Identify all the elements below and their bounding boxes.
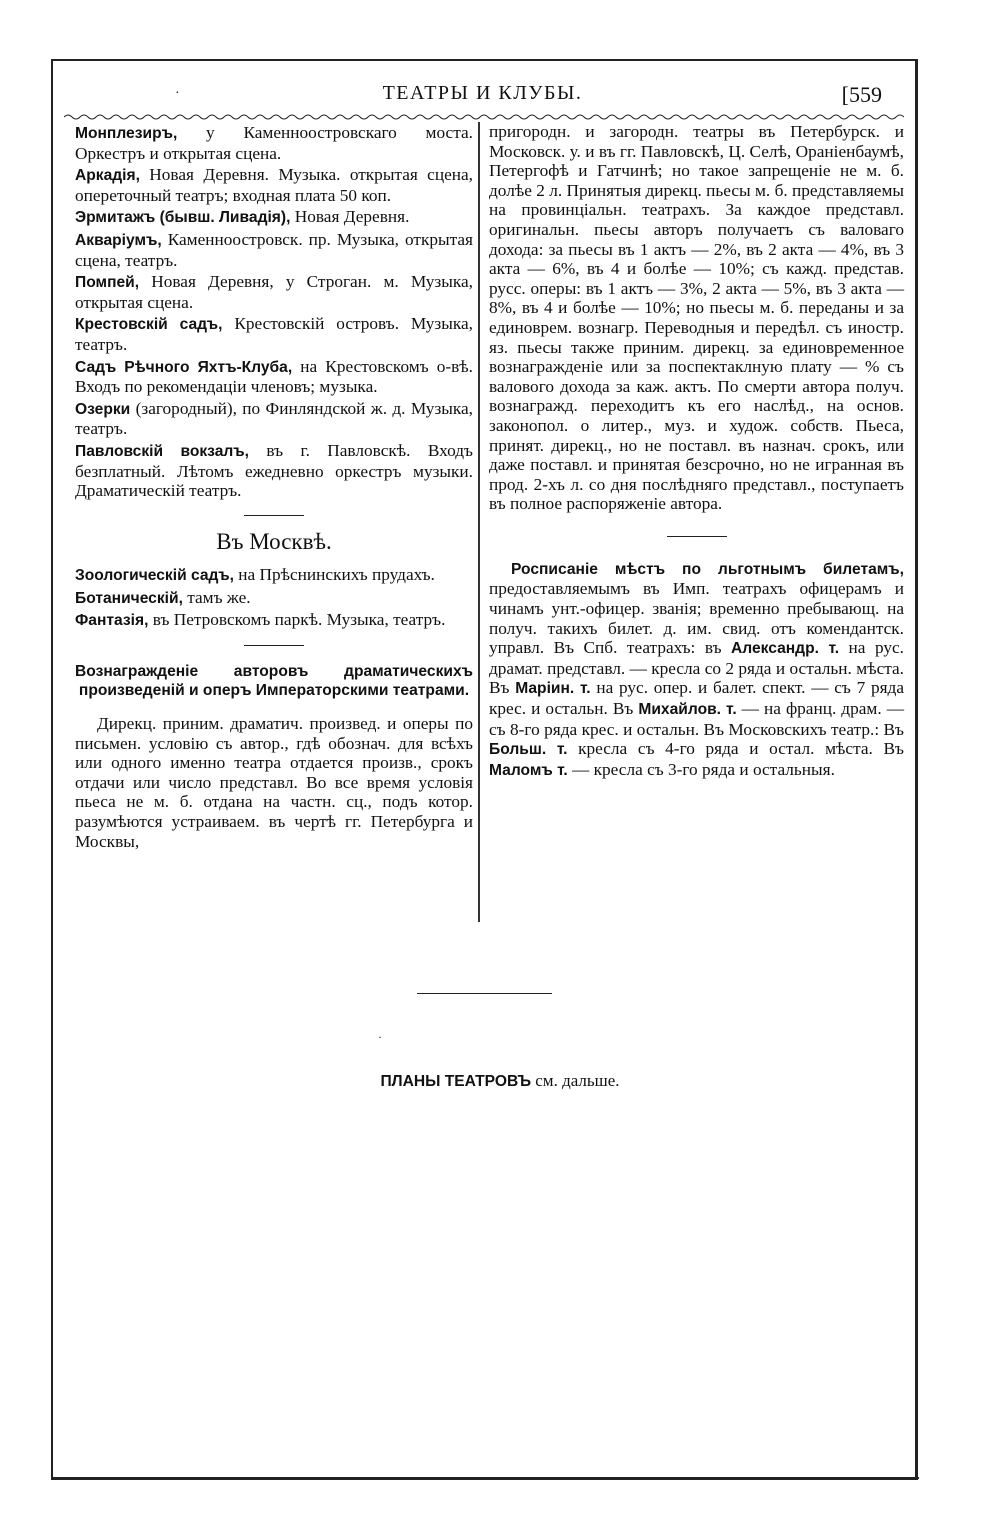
venue-description: Крестовскій островъ. Музыка, театръ. bbox=[75, 314, 473, 354]
venue-description: Новая Деревня. bbox=[290, 207, 410, 227]
venue-description: на Прѣснинскихъ прудахъ. bbox=[233, 565, 435, 585]
venue-description: въ г. Павловскѣ. Входъ безплатный. Лѣтомъ ежедневно оркестръ музыки. Драматическій театръ. bbox=[75, 440, 473, 501]
header-dot: · bbox=[175, 86, 180, 101]
listing-entry bbox=[75, 357, 473, 397]
listing-entry bbox=[75, 441, 473, 501]
venue-description: у Каменноостровскаго моста. Оркестръ и открытая сцена. bbox=[75, 123, 473, 163]
venue-name: Зоологическій садъ, bbox=[75, 567, 234, 585]
theatre-name: Маріин. т. bbox=[515, 680, 591, 698]
header-title: ТЕАТРЫ И КЛУБЫ. bbox=[382, 82, 583, 104]
separator bbox=[244, 515, 304, 516]
tickets-title: Росписаніе мѣстъ по льготнымъ билетамъ, bbox=[511, 560, 904, 578]
petersburg-list bbox=[75, 123, 473, 501]
venue-description: тамъ же. bbox=[182, 587, 251, 607]
venue-name: Крестовскій садъ, bbox=[75, 316, 223, 334]
running-header bbox=[75, 82, 890, 112]
theatre-name: Михайлов. т. bbox=[638, 701, 737, 719]
theatre-name: Маломъ т. bbox=[489, 761, 568, 779]
venue-description: въ Петровскомъ паркѣ. Музыка, театръ. bbox=[148, 610, 446, 630]
right-column bbox=[489, 122, 904, 780]
listing-entry bbox=[75, 610, 473, 631]
separator bbox=[244, 645, 304, 646]
listing-entry bbox=[75, 399, 473, 439]
venue-description: Новая Деревня, у Строган. м. Музыка, открытая сцена. bbox=[75, 272, 473, 312]
footer-text: см. дальше. bbox=[531, 1071, 620, 1090]
venue-name: Аркадія, bbox=[75, 167, 140, 185]
royalties-title: Вознагражденіе авторовъ драматическихъ произведеній и оперъ Императорскими театрами. bbox=[75, 663, 473, 700]
venue-name: Садъ Рѣчного Яхтъ-Клуба, bbox=[75, 358, 293, 376]
tickets-text: кресла съ 4-го ряда и остал. мѣста. Въ bbox=[567, 739, 904, 759]
venue-name: Помпей, bbox=[75, 274, 140, 292]
listing-entry bbox=[75, 230, 473, 270]
listing-entry bbox=[75, 588, 473, 609]
venue-description: Каменноостровск. пр. Музыка, открытая сцена, театръ. bbox=[75, 229, 473, 270]
theatre-name: Александр. т. bbox=[731, 640, 840, 658]
tickets-text: на рус. драмат. представл. — кресла со 2 ряда и остальн. мѣста. Въ bbox=[489, 638, 904, 698]
venue-name: Акваріумъ, bbox=[75, 231, 162, 249]
separator bbox=[667, 536, 727, 537]
frame-shadow bbox=[51, 1477, 919, 1479]
theatre-name: Больш. т. bbox=[489, 741, 568, 759]
moscow-list bbox=[75, 565, 473, 631]
tickets-text: предоставляемымъ въ Имп. театрахъ офицерамъ и чинамъ унт.-офицер. званія; временно пребывающ. на получ. такихъ билет. д. им. свид. отъ комендантск. управл. Въ Спб. театрахъ: въ bbox=[489, 579, 904, 658]
left-column bbox=[75, 123, 473, 851]
tickets-text: — на франц. драм. — съ 8-го ряда крес. и остальн. Въ Московскихъ театр.: Въ bbox=[489, 699, 904, 739]
tickets-text: на рус. опер. и балет. спект. — съ 7 ряда крес. и остальн. Въ bbox=[489, 678, 904, 719]
bottom-separator bbox=[417, 993, 552, 994]
venue-name: Озерки bbox=[75, 400, 131, 418]
speck: · bbox=[378, 1030, 382, 1044]
venue-description: Новая Деревня. Музыка. открытая сцена, опереточный театръ; входная плата 50 коп. bbox=[75, 165, 473, 205]
listing-entry bbox=[75, 123, 473, 163]
moscow-heading: Въ Москвѣ. bbox=[216, 528, 332, 554]
royalties-text-right: пригородн. и загородн. театры въ Петербурск. и Московск. у. и въ гг. Павловскѣ, Ц. Селѣ, Ораніенбаумѣ, Петергофѣ и Гатчинѣ; но такое запрещеніе не м. б. долѣе 2 л. Принятыя дирекц. пьесы м. б. представляемы на провинціальн. театрахъ. За каждое представл. оригинальн. пьесы авторъ получаетъ съ валоваго дохода: за пьесы въ 1 актъ — 2%, въ 2 акта — 4%, въ 3 акта — 6%, въ 4 и болѣе — 10%; съ кажд. представ. русс. оперы: въ 1 актъ — 3%, 2 акта — 5%, въ 3 акта — 8%, въ 4 и болѣе — 10%; но пьесы м. б. переданы и за единоврем. вознагр. Переводныя и передѣл. съ иностр. яз. пьесы также приним. дирекц. за единовременное вознагражденіе или за поспектаклную плату — % съ валового дохода за каж. актъ. По смерти автора получ. вознагражд. переходитъ къ его наслѣд., на основ. законопол. о литер., муз. и худож. собств. Пьеса, принят. дирекц., но не поставл. въ назнач. срокъ, или даже поставл. и принятая безсрочно, но не игранная въ прод. 2-хъ л. со дня послѣдняго представл., поступаетъ въ полное распоряженіе автора. bbox=[489, 122, 904, 514]
venue-description: на Крестовскомъ о-вѣ. Входъ по рекомендаціи членовъ; музыка. bbox=[75, 356, 473, 397]
royalties-text-left: Дирекц. приним. драматич. произвед. и оперы по письмен. условію съ автор., гдѣ обознач. для всѣхъ или одного именно театра отдается произв., срокъ отдачи или число представл. Во все время условія пьеса не м. б. отдана на частн. сц., подъ котор. разумѣются устраиваем. въ чертѣ гг. Петербурга и Москвы, bbox=[75, 714, 473, 851]
footer-note bbox=[0, 1071, 1000, 1091]
wavy-rule bbox=[64, 112, 904, 122]
venue-name: Ботаническій, bbox=[75, 589, 183, 607]
footer-bold: ПЛАНЫ ТЕАТРОВЪ bbox=[380, 1073, 532, 1090]
listing-entry bbox=[75, 207, 473, 228]
page-number: [559 bbox=[841, 82, 882, 107]
venue-name: Монплезиръ, bbox=[75, 125, 178, 142]
listing-entry bbox=[75, 314, 473, 354]
listing-entry bbox=[75, 272, 473, 312]
venue-name: Эрмитажъ (бывш. Ливадія), bbox=[75, 209, 291, 227]
venue-name: Фантазія, bbox=[75, 612, 149, 630]
tickets-paragraph bbox=[489, 559, 904, 781]
column-divider bbox=[478, 122, 480, 922]
venue-name: Павловскій вокзалъ, bbox=[75, 442, 250, 460]
venue-description: (загородный), по Финляндской ж. д. Музыка, театръ. bbox=[75, 398, 473, 439]
listing-entry bbox=[75, 565, 473, 586]
tickets-text: — кресла съ 3-го ряда и остальныя. bbox=[567, 759, 835, 779]
listing-entry bbox=[75, 165, 473, 205]
